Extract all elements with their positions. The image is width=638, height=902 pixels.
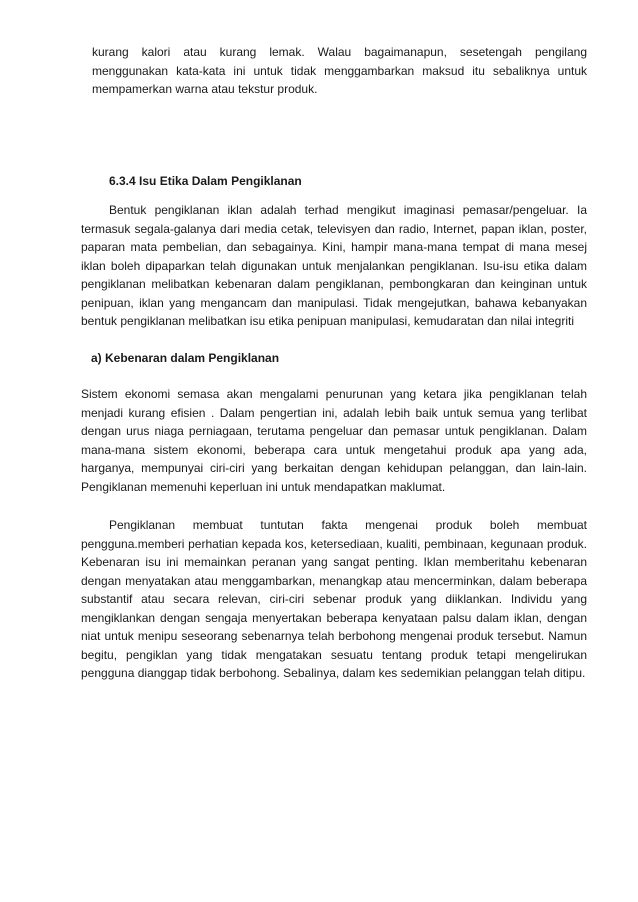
intro-paragraph: kurang kalori atau kurang lemak. Walau bagaimanapun, sesetengah pengilang menggunakan kata-kata ini untuk tidak menggambarkan maksud itu sebaliknya untuk mempamerkan warna atau tekstur produk. [92,45,587,96]
section-heading-ethics: 6.3.4 Isu Etika Dalam Pengiklanan [109,174,302,188]
subsection-heading-truth: a) Kebenaran dalam Pengiklanan [91,351,280,365]
ethics-paragraph: Bentuk pengiklanan iklan adalah terhad mengikut imaginasi pemasar/pengeluar. Ia termasuk segala-galanya dari media cetak, televisyen dan radio, Internet, papan iklan, poster, paparan mata pembelian, dan sebagainya. Kini, hampir mana-mana tempat di mana mesej iklan boleh dipaparkan telah digunakan untuk menjalankan pengiklanan. Isu-isu etika dalam pengiklanan melibatkan kebenaran dalam pengiklanan, pembongkaran dan keinginan untuk penipuan, iklan yang mengancam dan manipulasi. Tidak mengejutkan, bahawa kebanyakan bentuk pengiklanan melibatkan isu etika penipuan manipulasi, kemudaratan dan nilai integriti [81,203,587,328]
truth-paragraph-1: Sistem ekonomi semasa akan mengalami penurunan yang ketara jika pengiklanan telah menjadi kurang efisien . Dalam pengertian ini, adalah lebih baik untuk semua yang terlibat dengan urus niaga perniagaan, terutama pengeluar dan pemasar untuk pengiklanan. Dalam mana-mana sistem ekonomi, beberapa cara untuk mengetahui produk apa yang ada, harganya, mempunyai ciri-ciri yang berkaitan dengan kehidupan pelanggan, dan lain-lain. Pengiklanan memenuhi keperluan ini untuk mendapatkan maklumat. [81,387,587,494]
truth-paragraph-2: Pengiklanan membuat tuntutan fakta mengenai produk boleh membuat pengguna.memberi perhatian kepada kos, ketersediaan, kualiti, pembinaan, kegunaan produk. Kebenaran isu ini memainkan peranan yang sangat penting. Iklan memberitahu kebenaran dengan menyatakan atau menggambarkan, menangkap atau mencerminkan, dalam beberapa substantif atau secara relevan, ciri-ciri sebenar produk yang diiklankan. Individu yang mengiklankan dengan sengaja menyertakan beberapa kenyataan palsu dalam iklan, dengan niat untuk menipu seseorang sebenarnya telah berbohong mengenai produk tersebut. Namun begitu, pengiklan yang tidak mengatakan sesuatu tentang produk tetapi mengelirukan pengguna dianggap tidak berbohong. Sebalinya, dalam kes sedemikian pelanggan telah ditipu. [81,518,587,680]
